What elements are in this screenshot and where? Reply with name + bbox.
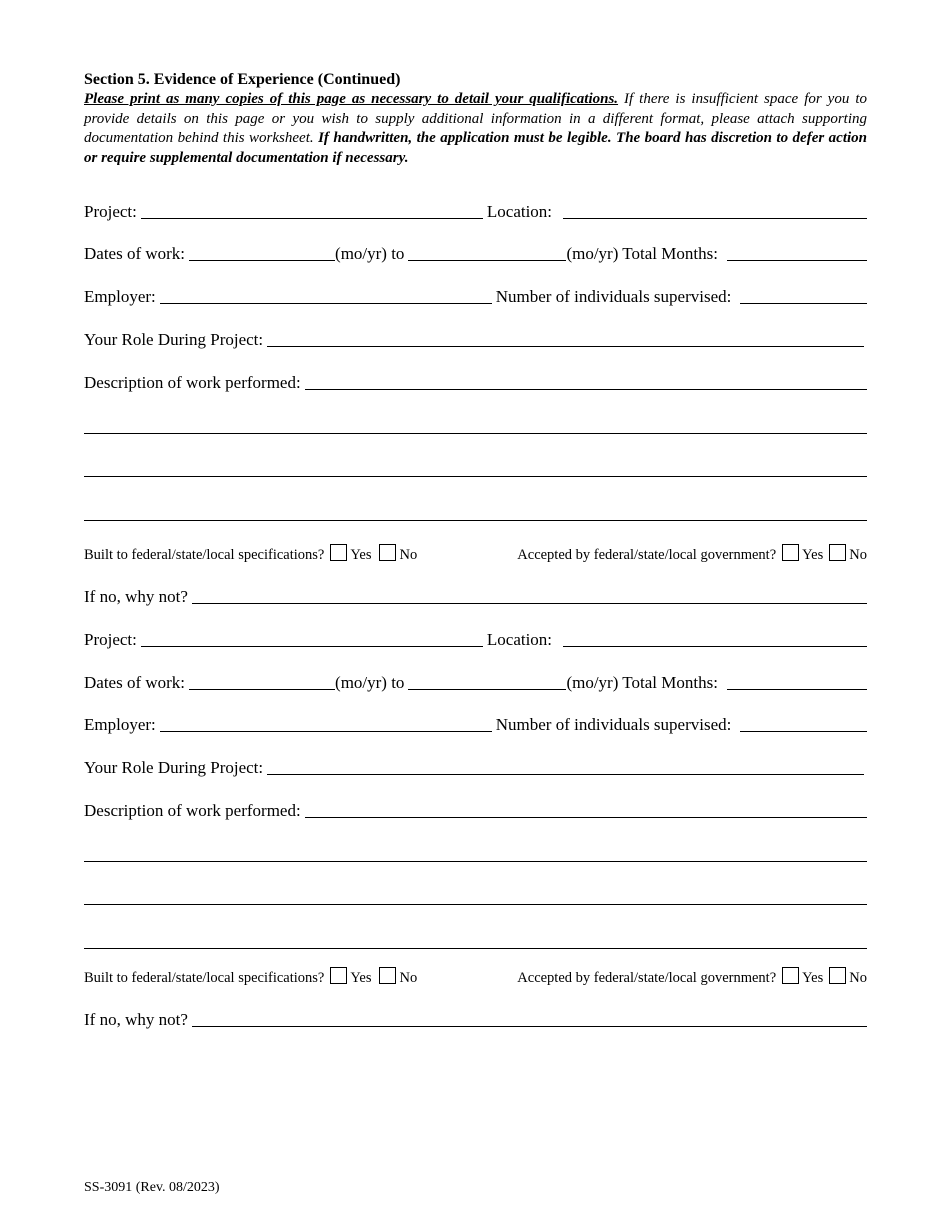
description-label: Description of work performed: <box>84 373 301 392</box>
built-yes-checkbox[interactable] <box>330 967 347 984</box>
employer-field[interactable] <box>160 284 492 304</box>
description-line-2[interactable] <box>84 861 867 862</box>
num-supervised-field[interactable] <box>740 712 867 732</box>
employer-field[interactable] <box>160 712 492 732</box>
description-line-2[interactable] <box>84 433 867 434</box>
if-no-why-label: If no, why not? <box>84 1010 188 1029</box>
start-date-field[interactable] <box>189 241 335 261</box>
dates-of-work-label: Dates of work: <box>84 673 186 692</box>
total-months-label: (mo/yr) Total Months: <box>566 673 718 692</box>
accepted-no-label: No <box>849 547 867 563</box>
accepted-yes-label: Yes <box>802 547 824 563</box>
start-date-field[interactable] <box>189 670 335 690</box>
description-field[interactable] <box>305 370 867 390</box>
if-no-why-label: If no, why not? <box>84 587 188 606</box>
accepted-yes-checkbox[interactable] <box>782 544 799 561</box>
role-label: Your Role During Project: <box>84 758 264 777</box>
description-line-4[interactable] <box>84 948 867 949</box>
employer-label: Employer: <box>84 715 156 734</box>
total-months-field[interactable] <box>727 670 867 690</box>
total-months-label: (mo/yr) Total Months: <box>566 244 718 263</box>
description-label: Description of work performed: <box>84 801 301 820</box>
project-field[interactable] <box>141 627 483 647</box>
num-supervised-label: Number of individuals supervised: <box>495 287 732 306</box>
role-field[interactable] <box>267 755 864 775</box>
built-no-checkbox[interactable] <box>379 544 396 561</box>
instructions-italic: If there is insufficient space for you to provide details on this page or you wish to supply additional information in a different format, please attach supporting documentation behind this worksheet. <box>84 91 867 146</box>
role-field[interactable] <box>267 327 864 347</box>
project-label: Project: <box>84 202 137 221</box>
if-no-why-field[interactable] <box>192 584 867 604</box>
accepted-no-checkbox[interactable] <box>829 967 846 984</box>
num-supervised-label: Number of individuals supervised: <box>495 715 732 734</box>
built-no-label: No <box>399 970 418 986</box>
mo-yr-to-label: (mo/yr) to <box>335 244 405 263</box>
accepted-no-label: No <box>849 970 867 986</box>
accepted-no-checkbox[interactable] <box>829 544 846 561</box>
description-field[interactable] <box>305 798 867 818</box>
instructions <box>84 90 867 168</box>
role-label: Your Role During Project: <box>84 330 264 349</box>
description-line-3[interactable] <box>84 904 867 905</box>
section-title: Section 5. Evidence of Experience (Continued) <box>84 71 401 88</box>
built-no-label: No <box>399 547 418 563</box>
instructions-underlined: Please print as many copies of this page as necessary to detail your qualifications. <box>84 91 619 107</box>
built-to-spec-label: Built to federal/state/local specifications? <box>84 547 325 563</box>
built-to-spec-label: Built to federal/state/local specifications? <box>84 970 325 986</box>
location-field[interactable] <box>563 199 867 219</box>
instructions-bold: If handwritten, the application must be legible. The board has discretion to defer action or require supplemental documentation if necessary. <box>84 130 868 166</box>
location-field[interactable] <box>563 627 867 647</box>
end-date-field[interactable] <box>408 241 566 261</box>
accepted-by-gov-label: Accepted by federal/state/local government? <box>517 547 777 563</box>
end-date-field[interactable] <box>408 670 566 690</box>
built-yes-checkbox[interactable] <box>330 544 347 561</box>
accepted-yes-checkbox[interactable] <box>782 967 799 984</box>
description-line-4[interactable] <box>84 520 867 521</box>
description-line-3[interactable] <box>84 476 867 477</box>
built-no-checkbox[interactable] <box>379 967 396 984</box>
form-id-footer: SS-3091 (Rev. 08/2023) <box>84 1180 220 1195</box>
num-supervised-field[interactable] <box>740 284 867 304</box>
built-yes-label: Yes <box>350 970 372 986</box>
total-months-field[interactable] <box>727 241 867 261</box>
if-no-why-field[interactable] <box>192 1007 867 1027</box>
project-label: Project: <box>84 630 137 649</box>
built-yes-label: Yes <box>350 547 372 563</box>
accepted-by-gov-label: Accepted by federal/state/local government? <box>517 970 777 986</box>
mo-yr-to-label: (mo/yr) to <box>335 673 405 692</box>
employer-label: Employer: <box>84 287 156 306</box>
project-field[interactable] <box>141 199 483 219</box>
form-page <box>84 70 868 1029</box>
dates-of-work-label: Dates of work: <box>84 244 186 263</box>
accepted-yes-label: Yes <box>802 970 824 986</box>
location-label: Location: <box>486 202 553 221</box>
location-label: Location: <box>486 630 553 649</box>
